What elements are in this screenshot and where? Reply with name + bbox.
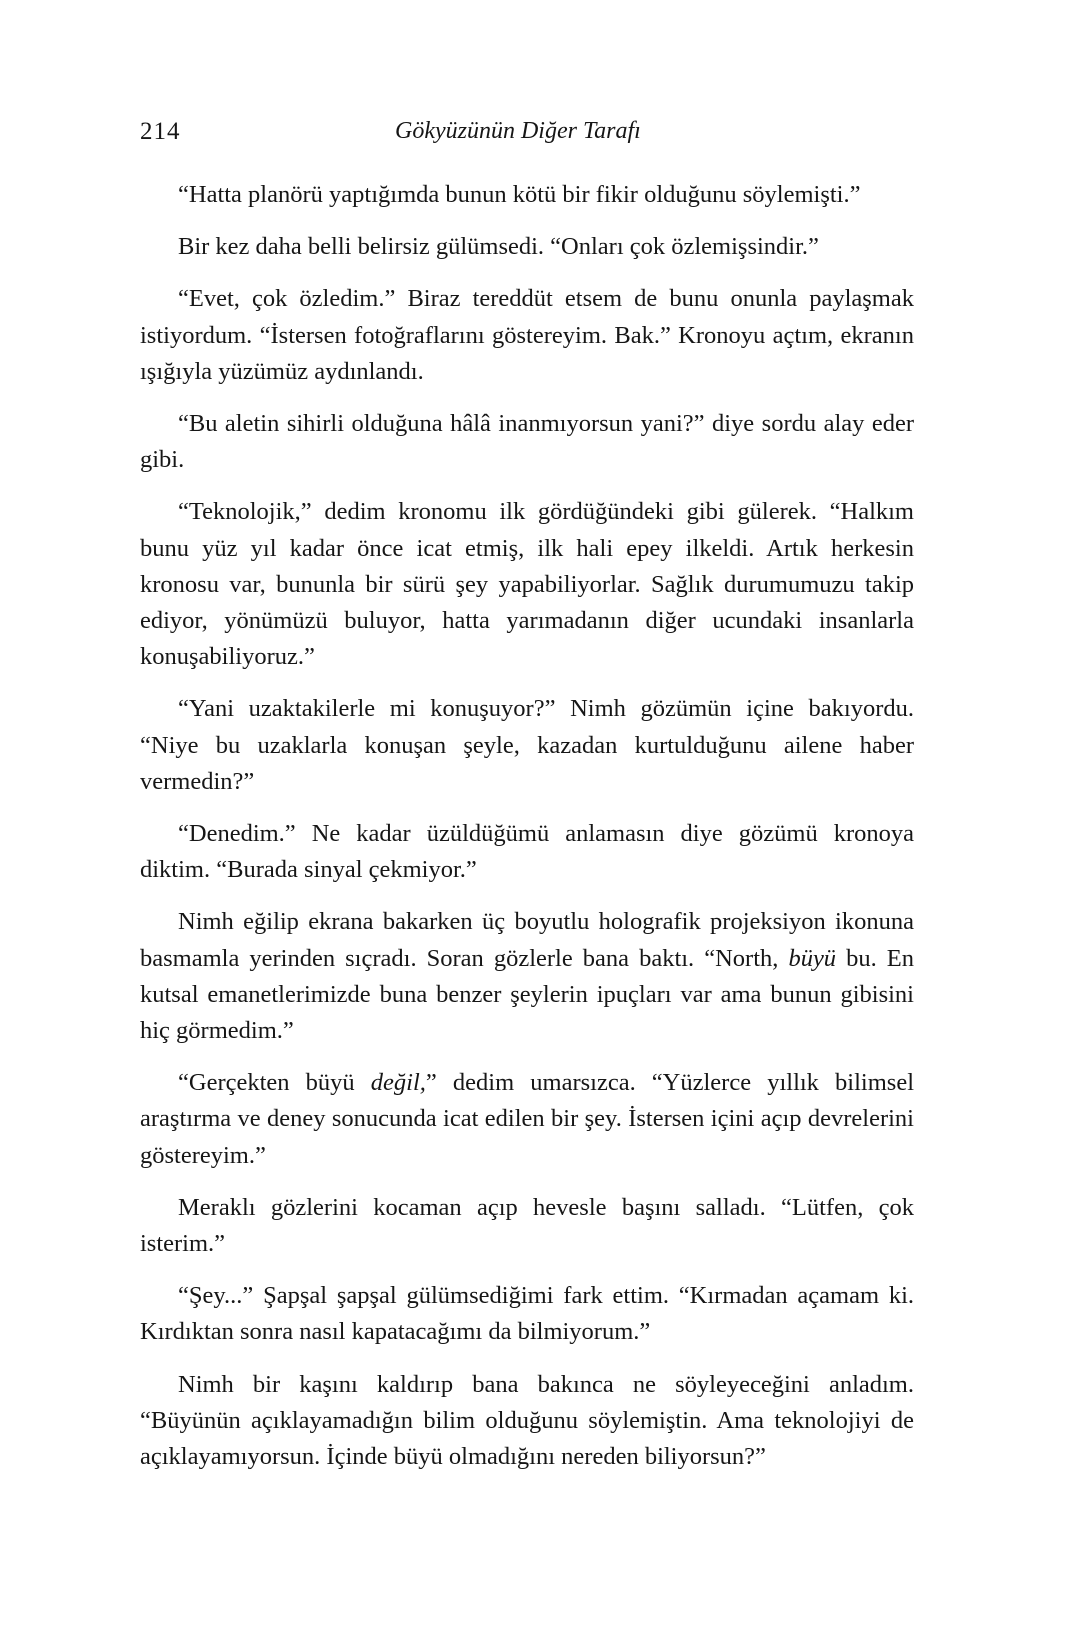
paragraph: “Teknolojik,” dedim kronomu ilk gördüğündeki gibi gülerek. “Halkım bunu yüz yıl kadar önce icat etmiş, ilk hali epey ilkeldi. Artık herkesin kronosu var, bununla bir sürü şey yapabiliyorlar. Sağlık durumumuzu takip ediyor, yönümüzü buluyor, hatta yarımadanın diğer ucundaki insanlarla konuşabiliyoruz.” [140, 498, 914, 671]
text-segment: ” dedim umarsızca. “Yüzlerce yıllık bilimsel araştırma ve deney sonucunda icat edilen bir şey. İstersen içini açıp devrelerini göstereyim.” [140, 1069, 915, 1169]
text-body [140, 177, 914, 1475]
italic-emphasis: büyü [788, 944, 837, 972]
italic-emphasis: değil, [370, 1069, 426, 1097]
paragraph [140, 904, 914, 1049]
book-title: Gökyüzünün Diğer Tarafı [395, 118, 641, 144]
paragraph: “Hatta planörü yaptığımda bunun kötü bir fikir olduğunu söylemişti.” [178, 181, 861, 208]
paragraph [140, 1065, 914, 1174]
page-number: 214 [140, 118, 181, 145]
running-header [140, 118, 914, 158]
paragraph: Meraklı gözlerini kocaman açıp hevesle başını salladı. “Lütfen, çok isterim.” [140, 1193, 914, 1258]
paragraph: Nimh bir kaşını kaldırıp bana bakınca ne söyleyeceğini anladım. “Büyünün açıklayamadığın bilim olduğunu söylemiştin. Ama teknolojiyi de açıklayamıyorsun. İçinde büyü olmadığını nereden biliyorsun?” [140, 1370, 914, 1471]
paragraph: “Yani uzaktakilerle mi konuşuyor?” Nimh gözümün içine bakıyordu. “Niye bu uzaklarla konuşan şeyle, kazadan kurtulduğunu ailene haber vermedin?” [140, 695, 914, 795]
text-segment: Nimh eğilip ekrana bakarken üç boyutlu holografik projeksiyon ikonuna basmamla yerinden sıçradı. Soran gözlerle bana baktı. “North, [140, 908, 914, 972]
paragraph: “Bu aletin sihirli olduğuna hâlâ inanmıyorsun yani?” diye sordu alay eder gibi. [140, 410, 914, 474]
paragraph: “Evet, çok özledim.” Biraz tereddüt etsem de bunu onunla paylaşmak istiyordum. “İstersen fotoğraflarını göstereyim. Bak.” Kronoyu açtım, ekranın ışığıyla yüzümüz aydınlandı. [140, 285, 914, 385]
paragraph: “Şey...” Şapşal şapşal gülümsediğimi fark ettim. “Kırmadan açamam ki. Kırdıktan sonra nasıl kapatacağımı da bilmiyorum.” [140, 1282, 914, 1346]
paragraph: Bir kez daha belli belirsiz gülümsedi. “Onları çok özlemişsindir.” [178, 233, 819, 261]
text-segment: bu. En kutsal emanetlerimizde buna benzer şeylerin ipuçları var ama bunun gibisini hiç görmedim.” [140, 944, 914, 1045]
paragraph: “Denedim.” Ne kadar üzüldüğümü anlamasın diye gözümü kronoya diktim. “Burada sinyal çekmiyor.” [140, 820, 914, 884]
text-segment: “Gerçekten büyü [178, 1069, 371, 1097]
